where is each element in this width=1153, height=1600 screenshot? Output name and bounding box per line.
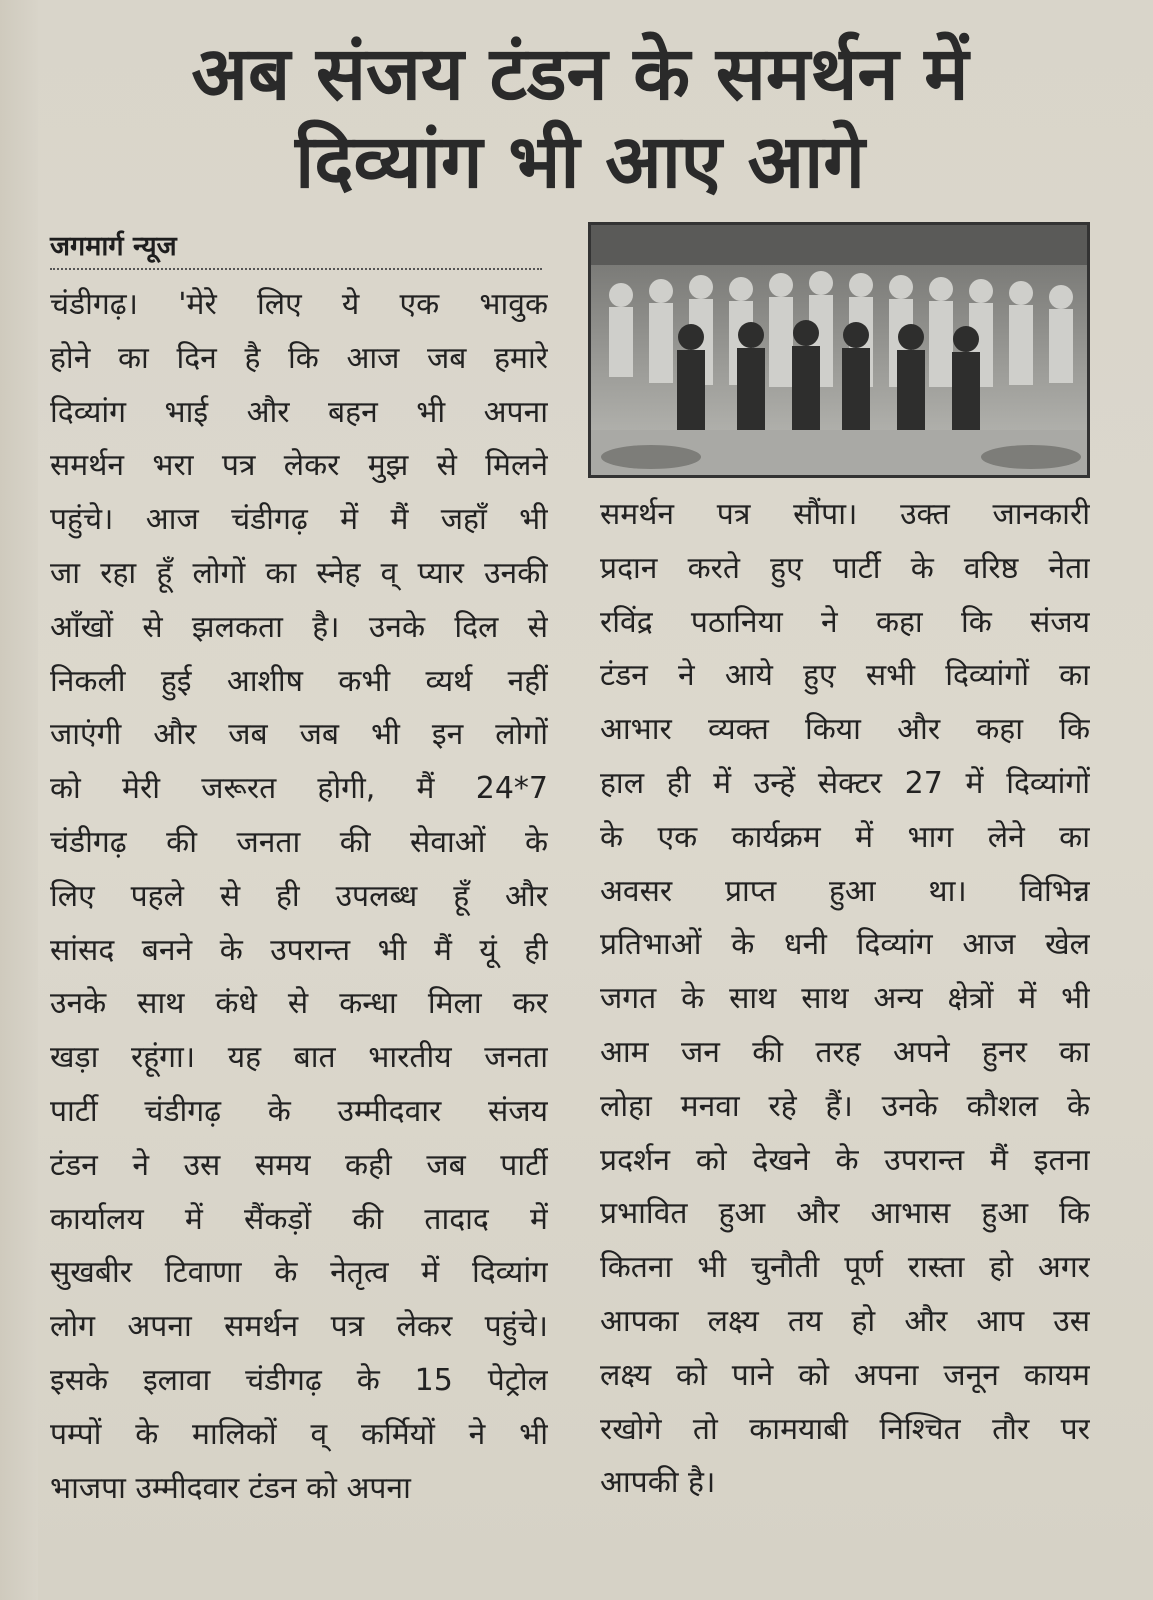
left-column-line: उनके साथ कंधे से कन्धा मिला कर <box>50 986 548 1022</box>
left-column-line: आँखों से झलकता है। उनके दिल से <box>50 609 548 645</box>
headline <box>60 30 1100 206</box>
right-column-line: कितना भी चुनौती पूर्ण रास्ता हो अगर <box>600 1250 1090 1286</box>
right-column-line: हाल ही में उन्हें सेक्टर 27 में दिव्यांगों <box>600 765 1090 801</box>
left-column-line: पम्पों के मालिकों व् कर्मियों ने भी <box>50 1416 548 1452</box>
left-column-line: जा रहा हूँ लोगों का स्नेह व् प्यार उनकी <box>50 555 548 591</box>
left-column-line: पहुंचे। आज चंडीगढ़ में मैं जहाँ भी <box>50 502 548 538</box>
right-column-line: रविंद्र पठानिया ने कहा कि संजय <box>600 604 1090 640</box>
adjacent-column-edge <box>0 0 38 1600</box>
article-left-column <box>50 278 548 1515</box>
right-column-line: के एक कार्यक्रम में भाग लेने का <box>600 819 1090 855</box>
right-column-line: टंडन ने आये हुए सभी दिव्यांगों का <box>600 658 1090 694</box>
left-column-line: जाएंगी और जब जब भी इन लोगों <box>50 717 548 753</box>
left-column-line: लिए पहले से ही उपलब्ध हूँ और <box>50 878 548 914</box>
right-column-line: जगत के साथ साथ अन्य क्षेत्रों में भी <box>600 981 1090 1017</box>
right-column-line: आभार व्यक्त किया और कहा कि <box>600 712 1090 748</box>
left-column-line: लोग अपना समर्थन पत्र लेकर पहुंचे। <box>50 1309 548 1345</box>
left-column-line: निकली हुई आशीष कभी व्यर्थ नहीं <box>50 663 548 699</box>
right-column-line: प्रदर्शन को देखने के उपरान्त मैं इतना <box>600 1142 1090 1178</box>
left-column-line: समर्थन भरा पत्र लेकर मुझ से मिलने <box>50 448 548 484</box>
right-column-line: प्रतिभाओं के धनी दिव्यांग आज खेल <box>600 927 1090 963</box>
left-column-line: चंडीगढ़ की जनता की सेवाओं के <box>50 824 548 860</box>
headline-line-1: अब संजय टंडन के समर्थन में <box>191 31 969 117</box>
right-column-line: प्रदान करते हुए पार्टी के वरिष्ठ नेता <box>600 550 1090 586</box>
right-column-line: आपका लक्ष्य तय हो और आप उस <box>600 1303 1090 1339</box>
right-column-line: आम जन की तरह अपने हुनर का <box>600 1034 1090 1070</box>
left-column-line: सांसद बनने के उपरान्त भी मैं यूं ही <box>50 932 548 968</box>
right-column-line: लक्ष्य को पाने को अपना जनून कायम <box>600 1357 1090 1393</box>
article-right-column <box>600 488 1090 1510</box>
left-column-line: पार्टी चंडीगढ़ के उम्मीदवार संजय <box>50 1093 548 1129</box>
left-column-line: दिव्यांग भाई और बहन भी अपना <box>50 394 548 430</box>
left-column-line: भाजपा उम्मीदवार टंडन को अपना <box>50 1470 411 1506</box>
right-column-line: समर्थन पत्र सौंपा। उक्त जानकारी <box>600 497 1090 532</box>
left-column-line: सुखबीर टिवाणा के नेतृत्व में दिव्यांग <box>50 1255 548 1291</box>
right-column-line: आपकी है। <box>600 1465 716 1501</box>
left-column-line: कार्यालय में सैंकड़ों की तादाद में <box>50 1201 548 1237</box>
left-column-line: को मेरी जरूरत होगी, मैं 24*7 <box>50 771 548 807</box>
news-photo <box>588 222 1090 478</box>
left-column-line: टंडन ने उस समय कही जब पार्टी <box>50 1147 548 1183</box>
right-column-line: प्रभावित हुआ और आभास हुआ कि <box>600 1196 1090 1232</box>
left-column-line: होने का दिन है कि आज जब हमारे <box>50 340 548 376</box>
right-column-line: रखोगे तो कामयाबी निश्चित तौर पर <box>600 1411 1090 1447</box>
headline-line-2: दिव्यांग भी आए आगे <box>295 119 865 205</box>
left-column-line: इसके इलावा चंडीगढ़ के 15 पेट्रोल <box>50 1362 548 1398</box>
group-photo-image <box>591 225 1087 475</box>
left-column-line: चंडीगढ़। 'मेरे लिए ये एक भावुक <box>50 287 548 322</box>
right-column-line: लोहा मनवा रहे हैं। उनके कौशल के <box>600 1088 1090 1124</box>
byline: जगमार्ग न्यूज <box>50 228 542 270</box>
right-column-line: अवसर प्राप्त हुआ था। विभिन्न <box>600 873 1090 909</box>
left-column-line: खड़ा रहूंगा। यह बात भारतीय जनता <box>50 1040 548 1076</box>
